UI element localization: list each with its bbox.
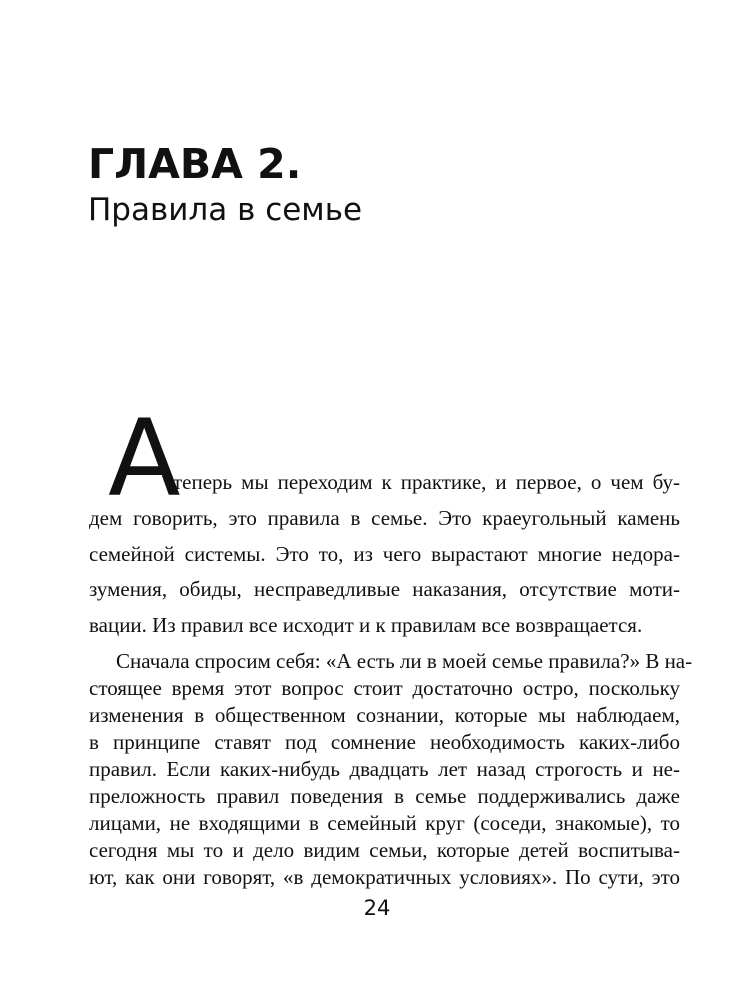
- paragraph-2-line-7: лицами, не входящими в семейный круг (соседи, знакомые), то: [89, 811, 680, 835]
- paragraph-2-line-5: правил. Если каких-нибудь двадцать лет назад строгость и не-: [89, 757, 680, 781]
- paragraph-2-line-6: преложность правил поведения в семье поддерживались даже: [89, 784, 680, 808]
- chapter-title: Правила в семье: [88, 192, 363, 228]
- paragraph-1-line-4: зумения, обиды, несправедливые наказания, отсутствие моти-: [89, 577, 680, 601]
- paragraph-2-line-8: сегодня мы то и дело видим семьи, которые детей воспитыва-: [89, 838, 680, 862]
- drop-cap: А: [108, 397, 181, 520]
- page-number: 24: [363, 896, 391, 920]
- chapter-label: ГЛАВА 2.: [88, 140, 302, 188]
- paragraph-1-line-1: теперь мы переходим к практике, и первое, о чем бу-: [173, 470, 680, 494]
- paragraph-2-line-4: в принципе ставят под сомнение необходимость каких-либо: [89, 730, 680, 754]
- paragraph-1-line-3: семейной системы. Это то, из чего вырастают многие недора-: [89, 542, 680, 566]
- paragraph-1-line-2: дем говорить, это правила в семье. Это краеугольный камень: [89, 506, 680, 530]
- paragraph-2-line-9: ют, как они говорят, «в демократичных условиях». По сути, это: [89, 865, 680, 889]
- paragraph-2-line-2: стоящее время этот вопрос стоит достаточно остро, поскольку: [89, 676, 680, 700]
- paragraph-2-line-3: изменения в общественном сознании, которые мы наблюдаем,: [89, 703, 680, 727]
- paragraph-1-line-5: вации. Из правил все исходит и к правилам все возвращается.: [89, 613, 643, 637]
- paragraph-2-line-1: Сначала спросим себя: «А есть ли в моей семье правила?» В на-: [116, 649, 693, 673]
